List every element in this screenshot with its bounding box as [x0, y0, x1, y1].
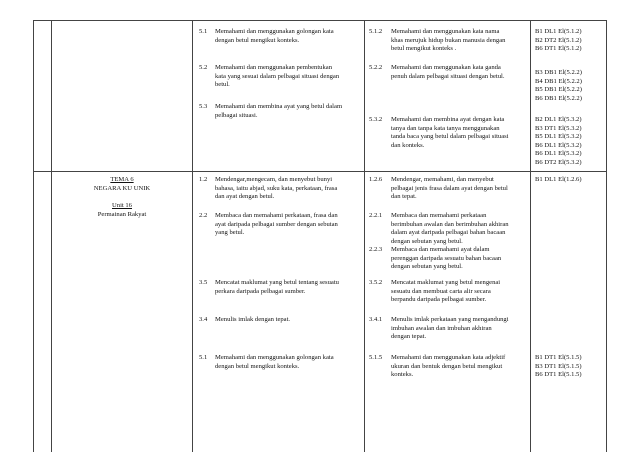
- standard-number: 1.2: [199, 176, 208, 183]
- evidence-list: B1 DL1 El(1.2.6): [535, 176, 582, 183]
- evidence-list: B1 DL1 El(5.1.2) B2 DT2 El(5.1.2) B6 DT1 El(5.1.2): [535, 28, 582, 53]
- column-divider: [530, 20, 531, 452]
- standard-text: Mendengar,mengecam, dan menyebut bunyi bahasa, iaitu abjad, suku kata, perkataan, frasa dan ayat dengan betul.: [215, 176, 338, 201]
- learning-text: Membaca dan memahami perkataan berimbuhan awalan dan berimbuhan akhiran dalam ayat daripada pelbagai bahan bacaan dengan sebutan yang betul.: [391, 212, 509, 245]
- learning-number: 5.1.5: [369, 354, 383, 361]
- learning-text: Memahami dan menggunakan kata ganda penuh dalam pelbagai situasi dengan betul.: [391, 64, 505, 80]
- table-border-left: [33, 20, 34, 452]
- rpt-table: [33, 20, 607, 452]
- standard-text: Memahami dan membina ayat yang betul dalam pelbagai situasi.: [215, 103, 343, 119]
- learning-text: Memahami dan menggunakan kata adjektif ukuran dan bentuk dengan betul mengikut konteks.: [391, 354, 506, 379]
- standard-number: 5.2: [199, 64, 208, 71]
- standard-number: 3.4: [199, 316, 208, 323]
- evidence-list: B2 DL1 El(5.3.2) B3 DT1 El(5.3.2) B5 DL1 El(5.3.2) B6 DL1 El(5.3.2) B6 DL1 El(5.3.2) B6 DT2 El(5.3.2): [535, 116, 582, 166]
- theme-name: NEGARA KU UNIK: [93, 185, 151, 192]
- standard-text: Mencatat maklumat yang betul tentang sesuatu perkara daripada pelbagai sumber.: [215, 279, 339, 295]
- learning-number: 3.4.1: [369, 316, 383, 323]
- theme-title: TEMA 6: [110, 176, 134, 183]
- table-border-right: [606, 20, 607, 452]
- table-border-top: [33, 20, 607, 21]
- learning-number: 3.5.2: [369, 279, 383, 286]
- standard-number: 3.5: [199, 279, 208, 286]
- unit-name: Permainan Rakyat: [97, 211, 147, 218]
- learning-number: 2.2.3: [369, 246, 383, 253]
- standard-number: 2.2: [199, 212, 208, 219]
- evidence-list: B1 DT1 El(5.1.5) B3 DT1 El(5.1.5) B6 DT1 El(5.1.5): [535, 354, 582, 379]
- standard-text: Memahami dan menggunakan pembentukan kata yang sesuai dalam pelbagai situasi dengan betul.: [215, 64, 340, 89]
- learning-text: Menulis imlak perkataan yang mengandungi imbuhan awalan dan imbuhan akhiran dengan tepat.: [391, 316, 509, 341]
- standard-number: 5.1: [199, 354, 208, 361]
- learning-number: 5.3.2: [369, 116, 383, 123]
- row-divider: [33, 171, 607, 172]
- column-divider: [364, 20, 365, 452]
- standard-text: Menulis imlak dengan tepat.: [215, 316, 291, 323]
- standard-text: Membaca dan memahami perkataan, frasa dan ayat daripada pelbagai sumber dengan sebutan yang betul.: [215, 212, 338, 237]
- unit-title: Unit 16: [112, 202, 132, 209]
- learning-number: 5.1.2: [369, 28, 383, 35]
- learning-number: 2.2.1: [369, 212, 383, 219]
- learning-text: Memahami dan menggunakan kata nama khas merujuk hidup bukan manusia dengan betul mengikut konteks .: [391, 28, 506, 53]
- standard-text: Memahami dan menggunakan golongan kata dengan betul mengikut konteks.: [215, 28, 334, 44]
- learning-number: 1.2.6: [369, 176, 383, 183]
- standard-number: 5.1: [199, 28, 208, 35]
- evidence-list: B3 DB1 El(5.2.2) B4 DB1 El(5.2.2) B5 DB1 El(5.2.2) B6 DB1 El(5.2.2): [535, 69, 582, 102]
- column-divider: [192, 20, 193, 452]
- learning-text: Mencatat maklumat yang betul mengenai sesuatu dan membuat carta alir secara berpandu daripada pelbagai sumber.: [391, 279, 501, 304]
- column-divider: [51, 20, 52, 452]
- learning-text: Memahami dan membina ayat dengan kata tanya dan tanpa kata tanya menggunakan tanda baca yang betul dalam pelbagai situasi dan konteks.: [391, 116, 509, 149]
- standard-text: Memahami dan menggunakan golongan kata dengan betul mengikut konteks.: [215, 354, 334, 370]
- learning-text: Mendengar, memahami, dan menyebut pelbagai jenis frasa dalam ayat dengan betul dan tepat.: [391, 176, 508, 201]
- learning-number: 5.2.2: [369, 64, 383, 71]
- learning-text: Membaca dan memahami ayat dalam perenggan daripada sesuatu bahan bacaan dengan sebutan yang betul.: [391, 246, 502, 271]
- standard-number: 5.3: [199, 103, 208, 110]
